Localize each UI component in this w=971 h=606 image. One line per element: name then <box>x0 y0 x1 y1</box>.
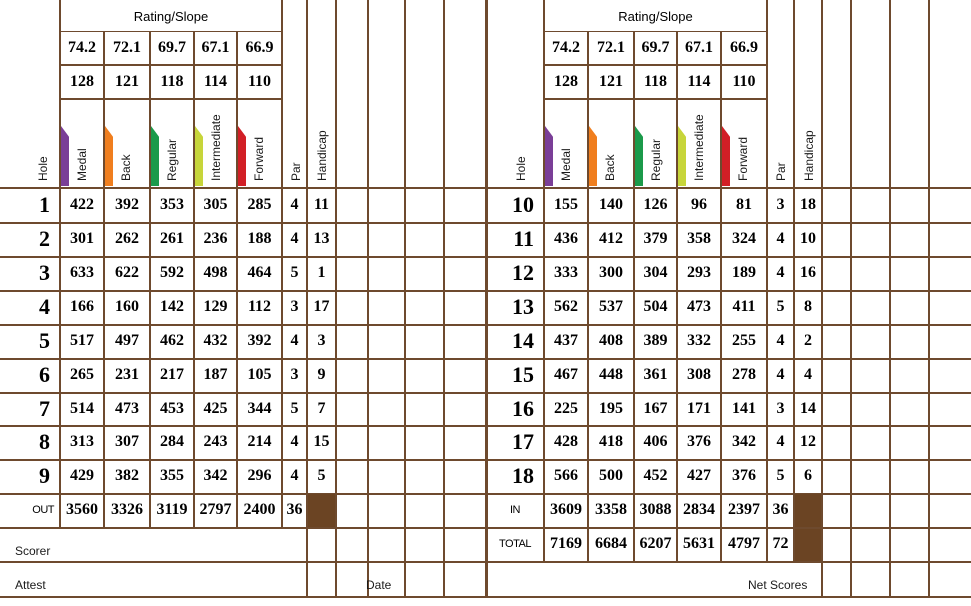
front-yardage: 285 <box>247 195 272 213</box>
front-subtotal-yardage: 2797 <box>199 501 232 518</box>
front-rating-title-rule <box>60 31 282 32</box>
back-yardage: 562 <box>554 298 578 315</box>
back-yardage: 126 <box>643 195 668 213</box>
front-yardage: 392 <box>115 195 139 213</box>
front-hole-number: 5 <box>39 328 50 353</box>
back-handicap-value: 18 <box>800 195 816 213</box>
back-yardage: 436 <box>554 230 578 247</box>
back-total-yardage: 6207 <box>639 535 672 552</box>
back-yardage: 333 <box>554 264 578 281</box>
back-total-yardage: 7169 <box>550 535 582 552</box>
front-yardage: 344 <box>247 399 272 417</box>
front-slope-intermediate: 114 <box>203 72 228 90</box>
back-yardage: 437 <box>554 332 578 349</box>
front-yardage: 342 <box>203 467 228 484</box>
front-yardage: 514 <box>70 399 94 417</box>
front-yardage: 453 <box>160 399 184 417</box>
front-yardage: 187 <box>203 366 228 383</box>
front-tee-name-medal: Medal <box>75 148 89 181</box>
front-yardage: 160 <box>115 298 139 315</box>
front-slope-regular: 118 <box>160 72 184 90</box>
back-yardage: 406 <box>643 433 668 450</box>
front-out-bottom-rule <box>0 527 486 529</box>
back-tee-flag-back <box>589 126 597 186</box>
front-rating-intermediate: 67.1 <box>201 39 230 56</box>
front-par-value: 5 <box>290 264 299 281</box>
back-rating-medal: 74.2 <box>552 39 580 56</box>
back-handicap-value: 12 <box>800 433 816 450</box>
back-yardage: 293 <box>687 264 711 281</box>
back-rating-forward: 66.9 <box>730 39 758 56</box>
front-yardage: 166 <box>70 298 94 315</box>
back-slope-rule <box>544 98 767 100</box>
back-par-value: 3 <box>776 195 785 213</box>
front-yardage: 592 <box>160 264 184 281</box>
back-par-value: 3 <box>776 399 785 417</box>
front-yardage: 425 <box>203 399 228 417</box>
back-yardage: 195 <box>599 399 623 417</box>
back-handicap-value: 6 <box>804 467 812 484</box>
back-subtotal-yardage: 3358 <box>595 501 627 518</box>
back-par-value: 4 <box>776 264 785 281</box>
front-subtotal-yardage: 3560 <box>66 501 98 518</box>
front-yardage: 214 <box>247 433 272 450</box>
back-yardage: 155 <box>554 195 578 213</box>
back-par-value: 4 <box>776 332 785 349</box>
back-yardage: 452 <box>643 467 668 484</box>
front-handicap-value: 5 <box>317 467 326 484</box>
back-par-value: 4 <box>776 433 785 450</box>
front-yardage: 243 <box>203 433 228 450</box>
front-hole-number: 7 <box>39 395 50 421</box>
back-hole-number: 16 <box>512 395 534 421</box>
back-rating-back: 72.1 <box>597 39 625 56</box>
front-hole-number: 6 <box>39 362 50 387</box>
front-yardage: 622 <box>115 264 139 281</box>
back-yardage: 358 <box>687 230 711 247</box>
back-hole-header: Hole <box>514 156 528 181</box>
front-yardage: 432 <box>203 332 228 349</box>
back-subtotal-yardage: 3609 <box>550 501 582 518</box>
front-hole-number: 3 <box>39 260 50 285</box>
front-yardage: 498 <box>203 264 228 281</box>
back-tee-flag-medal <box>545 126 553 186</box>
front-slope-rule <box>60 98 282 100</box>
front-yardage: 296 <box>247 467 272 484</box>
back-par-value: 4 <box>776 230 785 247</box>
front-yardage: 307 <box>115 433 139 450</box>
back-tee-flag-forward <box>722 126 730 186</box>
front-subtotal-label: OUT <box>32 504 54 516</box>
back-yardage: 427 <box>687 467 711 484</box>
front-handicap-value: 17 <box>313 298 330 315</box>
back-tee-flag-intermediate <box>678 126 686 186</box>
card-bottom-rule <box>0 596 971 598</box>
front-rating-slope-title: Rating/Slope <box>133 8 209 24</box>
front-yardage: 464 <box>247 264 272 281</box>
front-hole-number: 1 <box>39 191 50 217</box>
back-slope-back: 121 <box>599 72 623 90</box>
back-yardage: 389 <box>643 332 668 349</box>
back-rating-intermediate: 67.1 <box>685 39 713 56</box>
back-yardage: 308 <box>687 366 711 383</box>
back-handicap-value: 16 <box>800 264 816 281</box>
back-subtotal-yardage: 3088 <box>639 501 672 518</box>
back-handicap-value: 14 <box>800 399 816 417</box>
back-yardage: 504 <box>643 298 668 315</box>
front-tee-flag-back <box>105 126 113 186</box>
front-tee-flag-intermediate <box>195 126 203 186</box>
front-yardage: 262 <box>115 230 139 247</box>
front-yardage: 261 <box>160 230 184 247</box>
back-subtotal-par: 36 <box>772 501 789 518</box>
back-col-rule <box>850 0 852 596</box>
front-handicap-value: 3 <box>317 332 326 349</box>
front-handicap-value: 13 <box>313 230 330 247</box>
back-par-value: 4 <box>776 366 785 383</box>
back-yardage: 81 <box>736 195 752 213</box>
front-yardage: 392 <box>247 332 272 349</box>
front-tee-name-forward: Forward <box>252 136 266 181</box>
back-hole-number: 10 <box>512 191 534 217</box>
back-handicap-value: 4 <box>804 366 812 383</box>
back-col-rule <box>928 0 930 596</box>
front-tee-flag-medal <box>61 126 69 186</box>
front-col-rule <box>443 0 445 596</box>
back-handicap-header: Handicap <box>802 130 816 181</box>
back-rating-regular: 69.7 <box>641 39 670 56</box>
back-total-label: TOTAL <box>499 538 531 550</box>
front-tee-name-regular: Regular <box>165 138 179 181</box>
back-hole-number: 15 <box>512 362 534 387</box>
back-yardage: 324 <box>732 230 756 247</box>
back-yardage: 255 <box>732 332 756 349</box>
front-rating-medal: 74.2 <box>68 39 96 56</box>
back-subtotal-yardage: 2397 <box>728 501 760 518</box>
back-par-value: 5 <box>776 298 785 315</box>
front-handicap-value: 7 <box>317 399 326 417</box>
back-total-yardage: 4797 <box>728 535 760 552</box>
front-par-value: 4 <box>290 332 299 349</box>
front-slope-forward: 110 <box>247 72 272 90</box>
back-yardage: 408 <box>599 332 623 349</box>
front-yardage: 382 <box>115 467 139 484</box>
back-yardage: 379 <box>643 230 668 247</box>
back-yardage: 189 <box>732 264 756 281</box>
front-yardage: 105 <box>247 366 272 383</box>
front-yardage: 429 <box>70 467 94 484</box>
back-yardage: 342 <box>732 433 756 450</box>
front-yardage: 301 <box>70 230 94 247</box>
front-subtotal-yardage: 2400 <box>243 501 276 518</box>
back-yardage: 376 <box>687 433 711 450</box>
back-tee-name-back: Back <box>603 154 617 181</box>
back-slope-intermediate: 114 <box>687 72 711 90</box>
back-yardage: 225 <box>554 399 578 417</box>
front-col-rule <box>367 0 369 596</box>
back-yardage: 278 <box>732 366 756 383</box>
back-hole-number: 14 <box>512 328 534 353</box>
front-col-rule <box>404 0 406 596</box>
front-yardage: 236 <box>203 230 228 247</box>
front-handicap-blocked-cell <box>308 494 335 527</box>
front-par-header: Par <box>289 162 303 181</box>
back-yardage: 141 <box>732 399 756 417</box>
back-yardage: 473 <box>687 298 711 315</box>
back-subtotal-label: IN <box>510 504 520 516</box>
front-par-value: 4 <box>290 230 299 247</box>
back-handicap-value: 10 <box>800 230 816 247</box>
front-tee-name-intermediate: Intermediate <box>209 114 223 181</box>
back-yardage: 304 <box>643 264 668 281</box>
front-yardage: 462 <box>160 332 184 349</box>
front-yardage: 422 <box>70 195 94 213</box>
back-hole-number: 11 <box>513 226 534 251</box>
front-handicap-value: 15 <box>313 433 330 450</box>
front-subtotal-yardage: 3326 <box>111 501 143 518</box>
front-par-value: 4 <box>290 467 299 484</box>
front-par-value: 3 <box>290 366 299 383</box>
back-subtotal-yardage: 2834 <box>683 501 715 518</box>
back-yardage: 566 <box>554 467 578 484</box>
front-hole-header: Hole <box>36 156 50 181</box>
back-tee-name-medal: Medal <box>559 148 573 181</box>
front-tee-name-back: Back <box>119 154 133 181</box>
back-yardage: 500 <box>599 467 623 484</box>
front-yardage: 497 <box>115 332 139 349</box>
front-yardage: 313 <box>70 433 94 450</box>
back-par-header: Par <box>774 162 788 181</box>
back-yardage: 167 <box>643 399 668 417</box>
front-par-value: 3 <box>290 298 299 315</box>
front-yardage: 355 <box>160 467 184 484</box>
back-yardage: 411 <box>732 298 756 315</box>
front-yardage: 217 <box>160 366 184 383</box>
front-hole-number: 8 <box>39 429 50 454</box>
back-yardage: 418 <box>599 433 623 450</box>
back-yardage: 376 <box>732 467 756 484</box>
front-yardage: 353 <box>160 195 184 213</box>
back-slope-forward: 110 <box>732 72 756 90</box>
center-divider <box>486 0 488 596</box>
back-tee-name-forward: Forward <box>736 136 750 181</box>
back-yardage: 448 <box>599 366 623 383</box>
front-slope-medal: 128 <box>70 72 94 90</box>
back-yardage: 361 <box>643 366 668 383</box>
front-par-value: 4 <box>290 195 299 213</box>
back-total-par: 72 <box>772 535 789 552</box>
front-rating-forward: 66.9 <box>245 39 274 56</box>
back-yardage: 467 <box>554 366 578 383</box>
attest-label: Attest <box>15 578 46 592</box>
back-yardage: 96 <box>691 195 707 213</box>
front-par-value: 5 <box>290 399 299 417</box>
front-yardage: 188 <box>247 230 272 247</box>
front-yardage: 517 <box>70 332 94 349</box>
back-yardage: 332 <box>687 332 711 349</box>
back-hole-number: 18 <box>512 463 534 488</box>
front-hole-number: 9 <box>39 463 50 488</box>
back-slope-regular: 118 <box>643 72 668 90</box>
back-slope-medal: 128 <box>554 72 578 90</box>
back-tee-flag-regular <box>635 126 643 186</box>
front-yardage: 112 <box>247 298 272 315</box>
front-subtotal-par: 36 <box>286 501 303 518</box>
front-tee-flag-regular <box>151 126 159 186</box>
front-yardage: 473 <box>115 399 139 417</box>
back-total-yardage: 6684 <box>595 535 627 552</box>
back-rating-title-rule <box>544 31 767 32</box>
back-handicap-value: 8 <box>804 298 812 315</box>
back-total-yardage: 5631 <box>683 535 715 552</box>
front-hole-number: 2 <box>39 226 50 251</box>
front-slope-back: 121 <box>115 72 139 90</box>
front-yardage: 231 <box>115 366 139 383</box>
front-handicap-value: 11 <box>313 195 330 213</box>
net-scores-label: Net Scores <box>748 578 808 592</box>
back-hole-number: 17 <box>512 429 534 454</box>
front-handicap-value: 9 <box>317 366 326 383</box>
back-col-rule <box>889 0 891 596</box>
front-yardage: 142 <box>160 298 184 315</box>
back-in-bottom-rule <box>486 527 971 529</box>
front-yardage: 129 <box>203 298 228 315</box>
back-yardage: 412 <box>599 230 623 247</box>
back-tee-name-intermediate: Intermediate <box>692 114 706 181</box>
back-yardage: 428 <box>554 433 578 450</box>
back-rating-slope-title: Rating/Slope <box>618 8 693 24</box>
scorer-label: Scorer <box>15 544 51 558</box>
back-par-value: 5 <box>776 467 785 484</box>
front-yardage: 265 <box>70 366 94 383</box>
back-yardage: 171 <box>687 399 711 417</box>
front-yardage: 284 <box>160 433 184 450</box>
front-handicap-header: Handicap <box>315 130 329 181</box>
date-label: Date <box>366 578 392 592</box>
back-hole-number: 13 <box>512 294 534 319</box>
back-tee-name-regular: Regular <box>649 138 663 181</box>
front-yardage: 633 <box>70 264 94 281</box>
back-yardage: 537 <box>599 298 623 315</box>
front-subtotal-yardage: 3119 <box>156 501 188 518</box>
front-rating-regular: 69.7 <box>158 39 186 56</box>
front-handicap-value: 1 <box>317 264 326 281</box>
back-hole-number: 12 <box>512 260 534 285</box>
front-yardage: 305 <box>203 195 228 213</box>
back-handicap-value: 2 <box>804 332 812 349</box>
back-yardage: 300 <box>599 264 623 281</box>
front-tee-flag-forward <box>238 126 246 186</box>
back-yardage: 140 <box>599 195 623 213</box>
front-rating-back: 72.1 <box>113 39 141 56</box>
front-hole-number: 4 <box>39 294 50 319</box>
front-par-value: 4 <box>290 433 299 450</box>
